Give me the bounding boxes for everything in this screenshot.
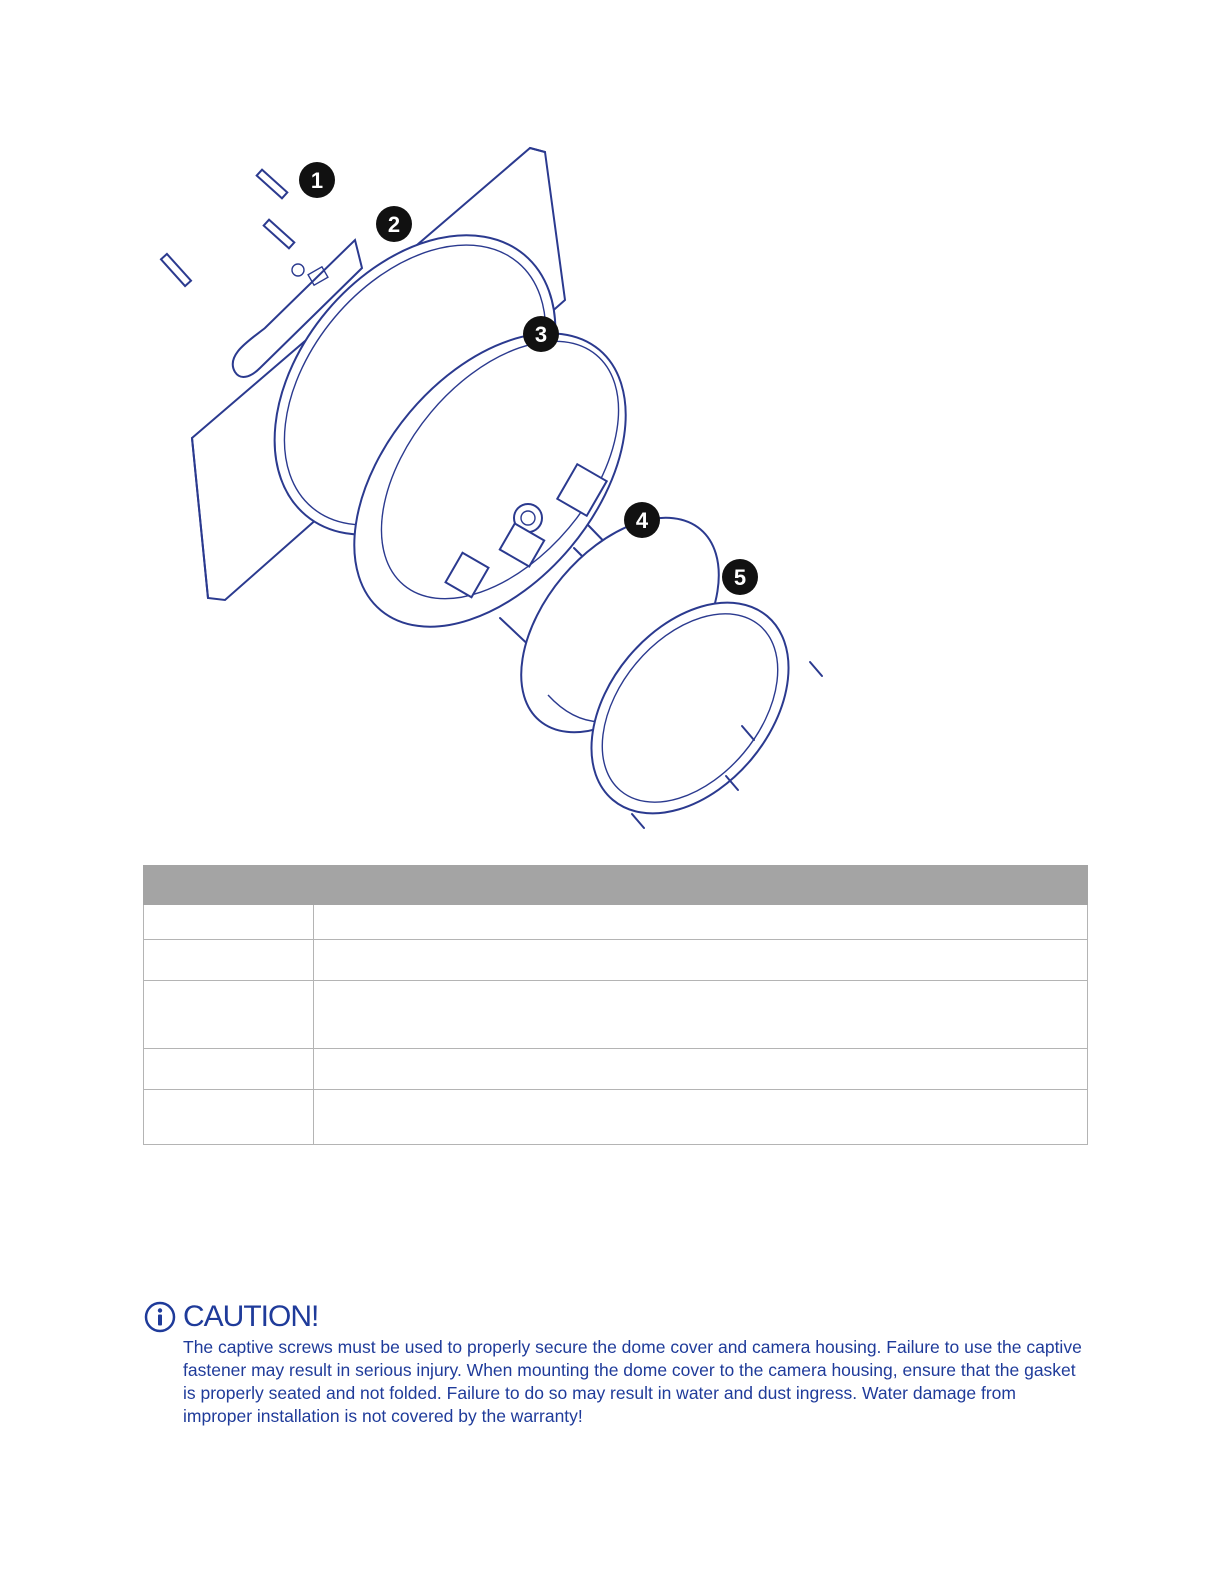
table-row (144, 905, 1088, 940)
caution-body-text: The captive screws must be used to properly secure the dome cover and camera housing. Failure to use the captive fastener may result in serious injury. When mounting the dome cover to the camera housing, ensure that the gasket is properly seated and not folded. Failure to do so may result in water and dust ingress. Water damage from improper installation is not covered by the warranty! (183, 1337, 1082, 1426)
parts-table (143, 865, 1088, 1145)
caution-heading (144, 1298, 1084, 1336)
svg-text:4: 4 (635, 508, 649, 533)
callout-4 (624, 502, 660, 538)
svg-text:2: 2 (387, 212, 401, 237)
svg-text:5: 5 (733, 565, 747, 590)
callout-3 (523, 316, 559, 352)
table-header-row (144, 866, 1088, 905)
svg-text:1: 1 (310, 168, 324, 193)
table-cell (314, 1090, 1088, 1145)
table-cell (144, 981, 314, 1049)
table-cell (314, 981, 1088, 1049)
table-cell (144, 1090, 314, 1145)
callout-1 (299, 162, 335, 198)
callout-2 (376, 206, 412, 242)
table-cell (314, 1049, 1088, 1090)
table-row (144, 1049, 1088, 1090)
caution-notice (144, 1298, 1084, 1428)
table-row (144, 940, 1088, 981)
table-row (144, 981, 1088, 1049)
table-cell (144, 1049, 314, 1090)
callout-5 (722, 559, 758, 595)
table-cell (314, 905, 1088, 940)
table-header-cell (314, 866, 1088, 905)
info-circle-icon (144, 1301, 176, 1333)
svg-text:3: 3 (534, 322, 548, 347)
wall-anchors (161, 170, 294, 286)
table-header-cell (144, 866, 314, 905)
exploded-installation-diagram (150, 140, 850, 840)
table-cell (144, 905, 314, 940)
table-cell (144, 940, 314, 981)
table-row (144, 1090, 1088, 1145)
caution-title: CAUTION! (183, 1300, 319, 1333)
table-cell (314, 940, 1088, 981)
